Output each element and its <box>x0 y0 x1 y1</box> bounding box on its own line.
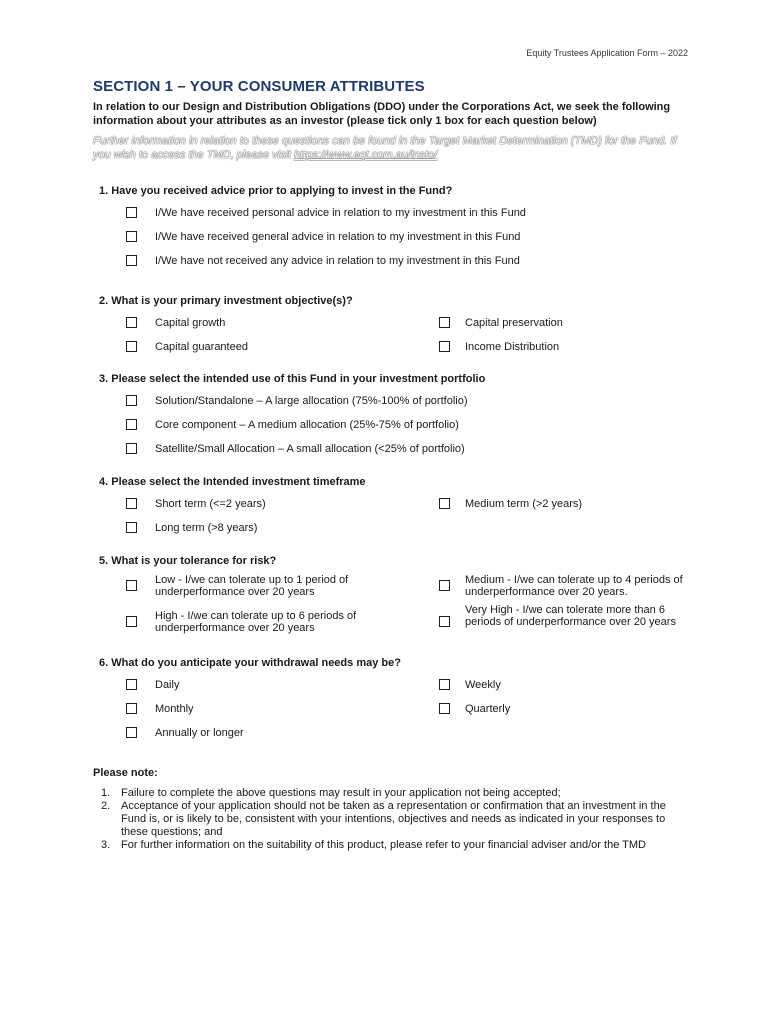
q3-option-core[interactable]: Core component – A medium allocation (25%-75% of portfolio) <box>126 419 675 431</box>
notes-list <box>93 787 693 852</box>
tmd-info-text: Further information in relation to these questions can be found in the Target Market Determination (TMD) for the Fund. If you wish to access the TMD, please visit <box>93 135 677 161</box>
q6-option-quarterly[interactable]: Quarterly <box>439 703 695 715</box>
section-title: SECTION 1 – YOUR CONSUMER ATTRIBUTES <box>93 78 425 95</box>
q2-option-capital-growth[interactable]: Capital growth <box>126 317 395 329</box>
checkbox[interactable] <box>126 580 137 591</box>
tmd-info <box>93 134 693 162</box>
q5-option-medium[interactable]: Medium - I/we can tolerate up to 4 periods of underperformance over 20 years. <box>439 574 695 598</box>
checkbox[interactable] <box>439 341 450 352</box>
question-6-heading: 6. What do you anticipate your withdrawal needs may be? <box>99 657 401 669</box>
question-3-heading: 3. Please select the intended use of this Fund in your investment portfolio <box>99 373 486 385</box>
q6-option-weekly[interactable]: Weekly <box>439 679 695 691</box>
checkbox[interactable] <box>126 443 137 454</box>
q3-option-standalone[interactable]: Solution/Standalone – A large allocation (75%-100% of portfolio) <box>126 395 675 407</box>
checkbox[interactable] <box>126 703 137 714</box>
form-header: Equity Trustees Application Form – 2022 <box>526 48 688 58</box>
checkbox[interactable] <box>126 207 137 218</box>
question-2-heading: 2. What is your primary investment objective(s)? <box>99 295 353 307</box>
question-5-heading: 5. What is your tolerance for risk? <box>99 555 277 567</box>
q2-option-capital-guaranteed[interactable]: Capital guaranteed <box>126 341 395 353</box>
question-1-heading: 1. Have you received advice prior to applying to invest in the Fund? <box>99 185 453 197</box>
note-item: 3. For further information on the suitability of this product, please refer to your financial adviser and/or the TMD <box>101 839 646 851</box>
q5-option-low[interactable]: Low - I/we can tolerate up to 1 period of underperformance over 20 years <box>126 574 395 598</box>
question-4-heading: 4. Please select the Intended investment timeframe <box>99 476 366 488</box>
q6-option-monthly[interactable]: Monthly <box>126 703 395 715</box>
q2-option-capital-preservation[interactable]: Capital preservation <box>439 317 695 329</box>
checkbox[interactable] <box>439 580 450 591</box>
q4-option-long-term[interactable]: Long term (>8 years) <box>126 522 395 534</box>
checkbox[interactable] <box>439 616 450 627</box>
checkbox[interactable] <box>126 522 137 533</box>
checkbox[interactable] <box>439 679 450 690</box>
notes-title: Please note: <box>93 767 158 779</box>
tmd-link[interactable]: https://www.eqt.com.au/insto/ <box>294 149 438 161</box>
note-item: 2. Acceptance of your application should not be taken as a representation or confirmation that an investment in the Fund is, or is likely to be, consistent with your intentions, objectives and needs as indicated in your responses to these questions; and <box>101 800 666 838</box>
checkbox[interactable] <box>439 317 450 328</box>
q1-option-no-advice[interactable]: I/We have not received any advice in relation to my investment in this Fund <box>126 255 675 267</box>
q6-option-annually[interactable]: Annually or longer <box>126 727 395 739</box>
checkbox[interactable] <box>126 498 137 509</box>
note-item: 1. Failure to complete the above questions may result in your application not being accepted; <box>101 787 561 799</box>
checkbox[interactable] <box>126 419 137 430</box>
section-intro: In relation to our Design and Distribution Obligations (DDO) under the Corporations Act, we seek the following information about your attributes as an investor (please tick only 1 box for each question below) <box>93 101 671 127</box>
checkbox[interactable] <box>439 498 450 509</box>
q1-option-personal-advice[interactable]: I/We have received personal advice in relation to my investment in this Fund <box>126 207 675 219</box>
q3-option-satellite[interactable]: Satellite/Small Allocation – A small allocation (<25% of portfolio) <box>126 443 675 455</box>
q5-option-high[interactable]: High - I/we can tolerate up to 6 periods of underperformance over 20 years <box>126 610 395 634</box>
checkbox[interactable] <box>126 395 137 406</box>
q1-option-general-advice[interactable]: I/We have received general advice in relation to my investment in this Fund <box>126 231 675 243</box>
checkbox[interactable] <box>126 679 137 690</box>
checkbox[interactable] <box>126 231 137 242</box>
q5-option-very-high[interactable]: Very High - I/we can tolerate more than 6 periods of underperformance over 20 years <box>439 604 680 628</box>
checkbox[interactable] <box>126 317 137 328</box>
checkbox[interactable] <box>126 727 137 738</box>
q6-option-daily[interactable]: Daily <box>126 679 395 691</box>
q4-option-short-term[interactable]: Short term (<=2 years) <box>126 498 395 510</box>
checkbox[interactable] <box>126 341 137 352</box>
checkbox[interactable] <box>126 616 137 627</box>
checkbox[interactable] <box>439 703 450 714</box>
checkbox[interactable] <box>126 255 137 266</box>
q2-option-income-distribution[interactable]: Income Distribution <box>439 341 695 353</box>
q4-option-medium-term[interactable]: Medium term (>2 years) <box>439 498 695 510</box>
